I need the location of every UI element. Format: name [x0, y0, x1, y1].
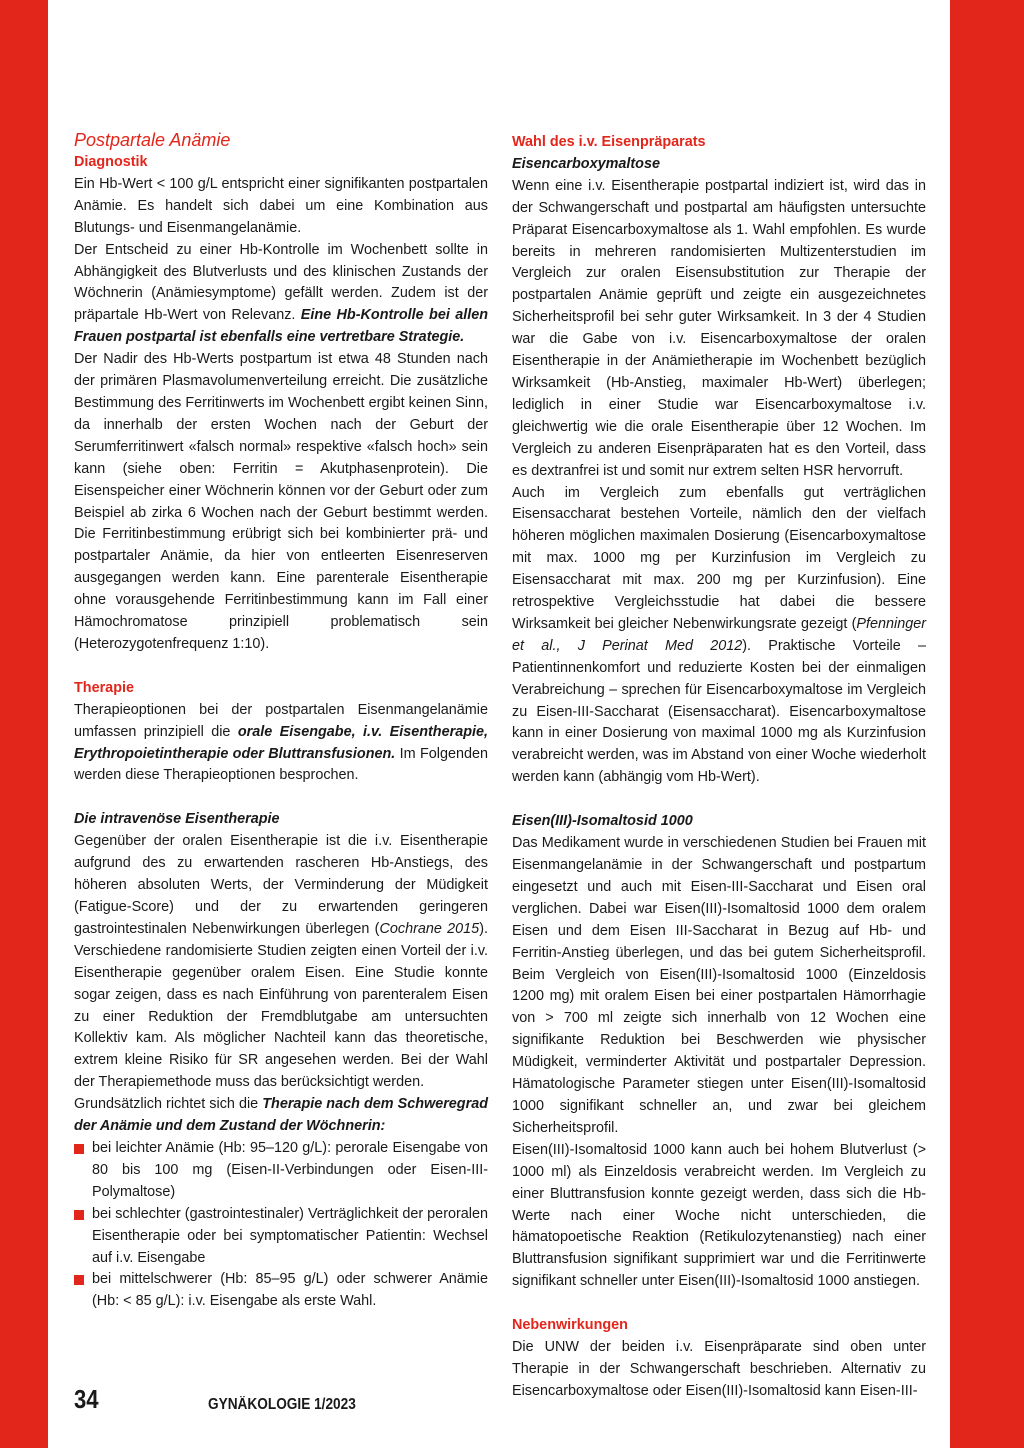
emphasis-text: orale Eisengabe, i.v. Eisentherapie, Erythropoietintherapie oder Bluttransfusionen. [74, 723, 488, 762]
text-run: Therapieoptionen bei der postpartalen Eisenmangelanämie umfassen prinzipiell die [74, 701, 488, 740]
paragraph-diagnostik-3: Der Nadir des Hb-Werts postpartum ist etwa 48 Stunden nach der primären Plasmavolumenverteilung erreicht. Die zusätzliche Bestimmung des Ferritinwerts im Wochenbett ergibt keinen Sinn, da innerhalb der ersten Wochen nach der Geburt der Serumferritinwert «falsch normal» respektive «falsch hoch» sein kann (siehe oben: Ferritin = Akutphasenprotein). Die Eisenspeicher einer Wöchnerin können vor der Geburt oder zum Beispiel ab zirka 6 Wochen nach der Geburt bestimmt werden. Die Ferritinbestimmung erübrigt sich bei kombinierter prä- und postpartaler Anämie, da hier von entleerten Eisenreserven ausgegangen werden kann. Eine parenterale Eisentherapie ohne vorausgehende Ferritinbestimmung kann im Fall einer Hämochromatose prinzipiell problematisch sein (Heterozygotenfrequenz 1:10). [74, 351, 488, 652]
list-item-text: bei leichter Anämie (Hb: 95–120 g/L): perorale Eisengabe von 80 bis 100 mg (Eisen-II-Verbindungen oder Eisen-III-Polymaltose) [92, 1139, 488, 1200]
right-column [512, 128, 926, 1403]
paragraph-iv-1 [74, 831, 488, 1094]
paragraph-fcm-1: Wenn eine i.v. Eisentherapie postpartal indiziert ist, wird das in der Schwangerschaft und postpartal am häufigsten untersuchte Präparat Eisencarboxymaltose als 1. Wahl empfohlen. Es wurde bereits in mehreren randomisierten Multizenterstudien im Vergleich zur oralen Eisensubstitution zur Therapie der postpartalen Anämie geprüft und zeigte ein ausgezeichnetes Sicherheitsprofil bei sehr guter Wirksamkeit. In 3 der 4 Studien war die Gabe von i.v. Eisencarboxymaltose der oralen Eisentherapie in der Anämietherapie im Wochenbett bezüglich Wirksamkeit (Hb-Anstieg, maximaler Hb-Wert) überlegen; lediglich in einer Studie war Eisencarboxymaltose i.v. gleichwertig wie die orale Eisentherapie über 12 Wochen. Im Vergleich zu anderen Eisenpräparaten hat es den Vorteil, dass es dextranfrei ist und somit nur extrem selten HSR hervorruft. [512, 177, 926, 479]
citation: Pfenninger et al., J Perinat Med 2012 [512, 615, 926, 654]
heading-eisencarboxymaltose: Eisencarboxymaltose [512, 155, 660, 172]
heading-isomaltosid: Eisen(III)-Isomaltosid 1000 [512, 813, 693, 830]
heading-diagnostik: Diagnostik [74, 154, 148, 170]
paragraph-therapie-1 [74, 700, 488, 788]
right-accent-bar [950, 0, 1024, 1448]
heading-iv-eisentherapie: Die intravenöse Eisentherapie [74, 811, 280, 828]
citation: Cochrane 2015 [379, 920, 480, 937]
journal-name: GYNÄKOLOGIE 1/2023 [208, 1396, 356, 1413]
heading-nebenwirkungen: Nebenwirkungen [512, 1317, 628, 1334]
page-number: 34 [74, 1384, 99, 1414]
text-run: ). Verschiedene randomisierte Studien zeigten einen Vorteil der i.v. Eisentherapie gegenüber oralem Eisen. Eine Studie konnte sogar zeigen, dass es nach Einführung von parenteralem Eisen zu einer Reduktion der Fremdblutgabe am untersuchten Kollektiv kam. Als möglicher Nachteil kann das theoretische, extrem kleine Risiko für SR angesehen werden. Bei der Wahl der Therapiemethode muss das berücksichtigt werden. [74, 920, 488, 1091]
heading-wahl: Wahl des i.v. Eisenpräparats [512, 134, 706, 150]
text-run: Gegenüber der oralen Eisentherapie ist die i.v. Eisentherapie aufgrund des zu erwartenden rascheren Hb-Anstiegs, des höheren absoluten Werts, der Verminderung der Müdigkeit (Fatigue-Score) und der zu erwartenden geringeren gastrointestinalen Nebenwirkungen überlegen ( [74, 833, 488, 937]
list-item [74, 1138, 488, 1204]
paragraph-fcm-2 [512, 483, 926, 790]
list-item [74, 1204, 488, 1270]
paragraph-iso-2: Eisen(III)-Isomaltosid 1000 kann auch bei hohem Blutverlust (> 1000 ml) als Einzeldosis verabreicht werden. Im Vergleich zu einer Bluttransfusion konnte gezeigt werden, dass sich die Hb-Werte nach einer Woche nicht unterschieden, die hämatopoetische Reaktion (Retikulozytenanstieg) nach einer Bluttransfusion signifikant supprimiert war und die Ferritinwerte signifikant schneller unter Eisen(III)-Isomaltosid 1000 anstiegen. [512, 1141, 926, 1290]
list-item [74, 1269, 488, 1313]
text-run: Auch im Vergleich zum ebenfalls gut verträglichen Eisensaccharat bestehen Vorteile, nämlich den der vielfach höheren möglichen maximalen Dosierung (Eisencarboxymaltose mit max. 1000 mg per Kurzinfusion im Vergleich zu Eisensaccharat mit max. 200 mg per Kurzinfusion). Eine retrospektive Vergleichsstudie hat dabei die bessere Wirksamkeit bei gleicher Nebenwirkungsrate gezeigt ( [512, 484, 926, 632]
heading-therapie: Therapie [74, 679, 134, 696]
text-run: Der Entscheid zu einer Hb-Kontrolle im Wochenbett sollte in Abhängigkeit des Blutverlusts und des klinischen Zustands der Wöchnerin (Anämiesymptome) gefällt werden. Zudem ist der präpartale Hb-Wert von Relevanz. [74, 241, 488, 324]
emphasis-text: Therapie nach dem Schweregrad der Anämie und dem Zustand der Wöchnerin: [74, 1096, 488, 1135]
section-title: Postpartale Anämie [74, 130, 231, 150]
paragraph-iso-1: Das Medikament wurde in verschiedenen Studien bei Frauen mit Eisenmangelanämie in der Schwangerschaft und postpartum eingesetzt und auch mit Eisen-III-Saccharat und Eisen oral verglichen. Dabei war Eisen(III)-Isomaltosid 1000 dem oralem Eisen und dem Eisen III-Saccharat in Bezug auf Hb- und Ferritin-Anstieg überlegen, und das bei gutem Sicherheitsprofil. Beim Vergleich von Eisen(III)-Isomaltosid 1000 (Einzeldosis 1200 mg) mit oralem Eisen bei einer postpartalen Hämorrhagie von > 700 ml zeigte sich innerhalb von 12 Wochen eine signifikante Reduktion bei Beschwerden wie physischer Müdigkeit, verminderter Aktivität und postpartaler Depression. Hämatologische Parameter stiegen unter Eisen(III)-Isomaltosid 1000 signifikant schneller an, und zwar bei gleichem Sicherheitsprofil. [512, 835, 926, 1136]
bullet-square-icon [74, 1275, 84, 1285]
paragraph-diagnostik-2 [74, 240, 488, 350]
list-item-text: bei schlechter (gastrointestinaler) Verträglichkeit der peroralen Eisentherapie oder bei symptomatischer Patientin: Wechsel auf i.v. Eisengabe [92, 1205, 488, 1266]
paragraph-nebenwirkungen: Die UNW der beiden i.v. Eisenpräparate sind oben unter Therapie in der Schwangerschaft beschrieben. Alternativ zu Eisencarboxymaltose oder Eisen(III)-Isomaltosid kann Eisen-III- [512, 1339, 926, 1399]
left-accent-bar [0, 0, 48, 1448]
list-item-text: bei mittelschwerer (Hb: 85–95 g/L) oder schwerer Anämie (Hb: < 85 g/L): i.v. Eisengabe als erste Wahl. [92, 1271, 488, 1310]
paragraph-iv-2 [74, 1094, 488, 1138]
text-run: Im Folgenden werden diese Therapieoptionen besprochen. [74, 745, 488, 784]
emphasis-text: Eine Hb-Kontrolle bei allen Frauen postpartal ist ebenfalls eine vertretbare Strategie. [74, 307, 488, 346]
text-run: ). Praktische Vorteile – Patientinnenkomfort und reduzierte Kosten bei der einmaligen Verabreichung – sprechen für Eisencarboxymaltose im Vergleich zu Eisen-III-Saccharat (Eisensaccharat). Eisencarboxymaltose kann in einer Dosierung von maximal 1000 mg als Kurzinfusion verabreicht werden, was im Abstand von einer Woche wiederholt werden kann (abhängig vom Hb-Wert). [512, 637, 926, 786]
text-run: Grundsätzlich richtet sich die [74, 1096, 263, 1113]
bullet-square-icon [74, 1144, 84, 1154]
therapy-bullet-list [74, 1138, 488, 1313]
left-column [74, 128, 488, 1313]
bullet-square-icon [74, 1210, 84, 1220]
paragraph-diagnostik-1: Ein Hb-Wert < 100 g/L entspricht einer signifikanten postpartalen Anämie. Es handelt sich dabei um eine Kombination aus Blutungs- und Eisenmangelanämie. [74, 175, 488, 236]
